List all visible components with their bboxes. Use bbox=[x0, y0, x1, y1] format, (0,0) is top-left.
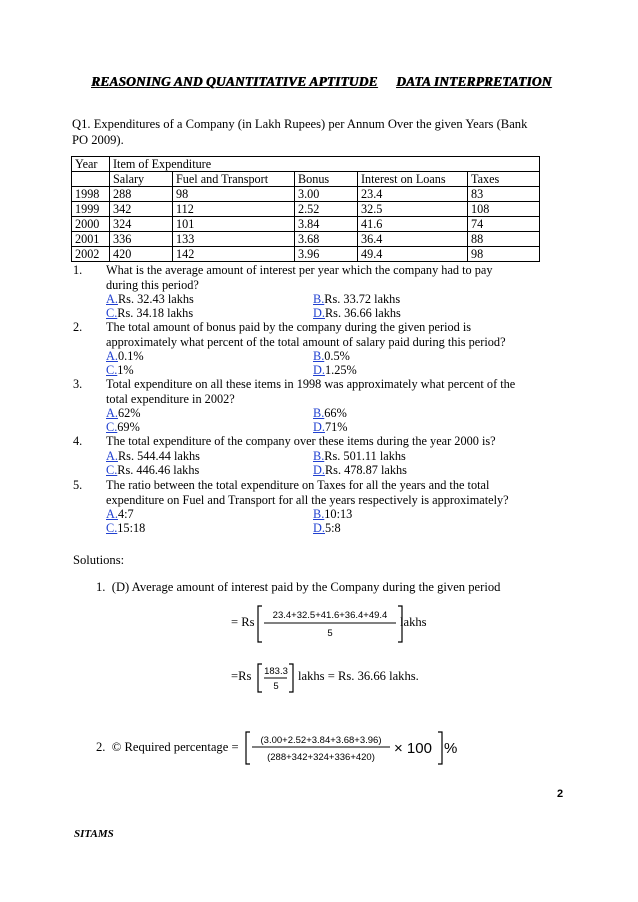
table-cell: 3.00 bbox=[295, 187, 358, 202]
option-c[interactable] bbox=[106, 306, 193, 321]
option-letter[interactable]: B. bbox=[313, 449, 325, 463]
table-cell: 142 bbox=[173, 247, 295, 262]
eq2-fraction bbox=[256, 662, 296, 694]
option-value: 15:18 bbox=[117, 521, 146, 535]
option-a[interactable] bbox=[106, 449, 200, 464]
question-number: 5. bbox=[73, 478, 83, 492]
option-value: Rs. 33.72 lakhs bbox=[324, 292, 401, 306]
option-letter[interactable]: B. bbox=[313, 292, 325, 306]
table-head-row-1 bbox=[72, 157, 540, 172]
solution-1-line bbox=[96, 580, 500, 595]
table-cell: 3.96 bbox=[295, 247, 358, 262]
option-a[interactable] bbox=[106, 349, 144, 364]
header-left: REASONING AND QUANTITATIVE APTITUDE bbox=[91, 74, 378, 89]
option-c[interactable] bbox=[106, 363, 134, 378]
right-bracket bbox=[438, 732, 442, 764]
option-value: Rs. 34.18 lakhs bbox=[117, 306, 194, 320]
option-letter[interactable]: A. bbox=[106, 507, 118, 521]
solution-number: 1. bbox=[96, 580, 106, 594]
option-value: Rs. 446.46 lakhs bbox=[117, 463, 200, 477]
footer-label: SITAMS bbox=[74, 828, 114, 840]
left-bracket bbox=[258, 664, 262, 692]
option-d[interactable] bbox=[313, 306, 401, 321]
option-value: 69% bbox=[117, 420, 140, 434]
option-value: 1.25% bbox=[324, 363, 357, 377]
option-letter[interactable]: D. bbox=[313, 521, 325, 535]
table-header-bonus: Bonus bbox=[295, 172, 358, 187]
option-letter[interactable]: D. bbox=[313, 363, 325, 377]
right-bracket bbox=[289, 664, 293, 692]
table-cell: 336 bbox=[110, 232, 173, 247]
option-b[interactable] bbox=[313, 507, 352, 522]
option-value: 4:7 bbox=[117, 507, 134, 521]
option-b[interactable] bbox=[313, 292, 400, 307]
table-cell: 288 bbox=[110, 187, 173, 202]
table-header-fuel: Fuel and Transport bbox=[173, 172, 295, 187]
table-cell: 1998 bbox=[72, 187, 110, 202]
option-a[interactable] bbox=[106, 406, 141, 421]
table-head-row-2 bbox=[72, 172, 540, 187]
left-bracket bbox=[258, 606, 262, 642]
option-value: 5:8 bbox=[324, 521, 341, 535]
table-cell: 3.84 bbox=[295, 217, 358, 232]
question-text: The total amount of bonus paid by the company during the given period is approximately what percent of the total amount of salary paid during this period? bbox=[106, 320, 506, 349]
table-cell: 108 bbox=[468, 202, 540, 217]
option-b[interactable] bbox=[313, 349, 350, 364]
option-a[interactable] bbox=[106, 507, 134, 522]
eq2-denominator: 5 bbox=[273, 681, 279, 692]
eq3-denominator: (288+342+324+336+420) bbox=[267, 752, 375, 763]
eq3-numerator: (3.00+2.52+3.84+3.68+3.96) bbox=[260, 735, 382, 746]
table-cell: 74 bbox=[468, 217, 540, 232]
table-cell: 324 bbox=[110, 217, 173, 232]
table-cell: 23.4 bbox=[358, 187, 468, 202]
table-cell: 49.4 bbox=[358, 247, 468, 262]
eq1-suffix: lakhs bbox=[400, 615, 427, 629]
table-cell: 2002 bbox=[72, 247, 110, 262]
table-row bbox=[72, 217, 540, 232]
left-bracket bbox=[246, 732, 250, 764]
option-a[interactable] bbox=[106, 292, 194, 307]
option-letter[interactable]: C. bbox=[106, 521, 118, 535]
option-letter[interactable]: B. bbox=[313, 507, 325, 521]
table-cell: 36.4 bbox=[358, 232, 468, 247]
option-letter[interactable]: C. bbox=[106, 420, 118, 434]
option-d[interactable] bbox=[313, 463, 407, 478]
table-cell bbox=[72, 172, 110, 187]
table-cell: 420 bbox=[110, 247, 173, 262]
solution-number: 2. bbox=[96, 740, 106, 754]
table-cell: 2000 bbox=[72, 217, 110, 232]
question-text: What is the average amount of interest per year which the company had to pay during this period? bbox=[106, 263, 493, 292]
eq2-suffix: lakhs = Rs. 36.66 lakhs. bbox=[298, 669, 419, 683]
table-header-year: Year bbox=[72, 157, 110, 172]
option-letter[interactable]: D. bbox=[313, 306, 325, 320]
header-right: DATA INTERPRETATION bbox=[396, 74, 552, 89]
option-d[interactable] bbox=[313, 363, 357, 378]
question-title: Q1. Expenditures of a Company (in Lakh Rupees) per Annum Over the given Years (Bank PO 2009). bbox=[72, 117, 528, 147]
table-cell: 98 bbox=[468, 247, 540, 262]
option-value: 10:13 bbox=[324, 507, 353, 521]
eq1-numerator: 23.4+32.5+41.6+36.4+49.4 bbox=[272, 610, 388, 621]
eq2-prefix: =Rs bbox=[231, 669, 252, 683]
question-text: Total expenditure on all these items in 1998 was approximately what percent of the total expenditure in 2002? bbox=[106, 377, 516, 406]
eq1-prefix: = Rs bbox=[231, 615, 255, 629]
table-cell: 3.68 bbox=[295, 232, 358, 247]
option-b[interactable] bbox=[313, 406, 347, 421]
option-letter[interactable]: D. bbox=[313, 463, 325, 477]
table-header-interest: Interest on Loans bbox=[358, 172, 468, 187]
option-value: 66% bbox=[324, 406, 347, 420]
option-value: 71% bbox=[324, 420, 348, 434]
option-d[interactable] bbox=[313, 420, 348, 435]
eq3-multiplier: × 100 bbox=[394, 740, 432, 757]
option-value: Rs. 501.11 lakhs bbox=[324, 449, 406, 463]
option-value: Rs. 36.66 lakhs bbox=[324, 306, 401, 320]
table-cell: 112 bbox=[173, 202, 295, 217]
question-number: 3. bbox=[73, 377, 83, 391]
option-letter[interactable]: B. bbox=[313, 406, 325, 420]
eq2-numerator: 183.3 bbox=[264, 666, 288, 677]
solution-text: (D) Average amount of interest paid by the Company during the given period bbox=[111, 580, 501, 594]
option-letter[interactable]: C. bbox=[106, 463, 118, 477]
solution-text: © Required percentage = bbox=[111, 740, 239, 754]
table-cell: 98 bbox=[173, 187, 295, 202]
question-text: The total expenditure of the company over these items during the year 2000 is? bbox=[106, 434, 496, 448]
option-b[interactable] bbox=[313, 449, 406, 464]
eq1-fraction bbox=[256, 604, 406, 644]
option-letter[interactable]: A. bbox=[106, 406, 118, 420]
option-letter[interactable]: B. bbox=[313, 349, 325, 363]
option-value: 0.5% bbox=[324, 349, 350, 363]
expenditure-table bbox=[71, 156, 540, 262]
table-cell: 2001 bbox=[72, 232, 110, 247]
eq3-percent: % bbox=[444, 740, 458, 757]
option-letter[interactable]: A. bbox=[106, 349, 118, 363]
table-cell: 133 bbox=[173, 232, 295, 247]
table-row bbox=[72, 202, 540, 217]
option-letter[interactable]: C. bbox=[106, 363, 118, 377]
option-letter[interactable]: D. bbox=[313, 420, 325, 434]
question-number: 4. bbox=[73, 434, 83, 448]
question-number: 1. bbox=[73, 263, 83, 277]
table-cell: 41.6 bbox=[358, 217, 468, 232]
question-text: The ratio between the total expenditure on Taxes for all the years and the total expenditure on Fuel and Transport for all the years respectively is approximately? bbox=[106, 478, 509, 507]
option-letter[interactable]: A. bbox=[106, 449, 118, 463]
option-value: Rs. 544.44 lakhs bbox=[117, 449, 200, 463]
table-header-taxes: Taxes bbox=[468, 172, 540, 187]
table-row bbox=[72, 232, 540, 247]
table-cell: 32.5 bbox=[358, 202, 468, 217]
table-cell: 2.52 bbox=[295, 202, 358, 217]
option-c[interactable] bbox=[106, 521, 145, 536]
option-value: Rs. 32.43 lakhs bbox=[117, 292, 194, 306]
question-number: 2. bbox=[73, 320, 83, 334]
option-value: Rs. 478.87 lakhs bbox=[324, 463, 407, 477]
table-row bbox=[72, 247, 540, 262]
option-value: 0.1% bbox=[117, 349, 144, 363]
page-number: 2 bbox=[557, 788, 564, 800]
solution-2-line bbox=[96, 740, 239, 755]
eq3-fraction bbox=[244, 730, 456, 766]
option-value: 62% bbox=[117, 406, 141, 420]
table-header-salary: Salary bbox=[110, 172, 173, 187]
option-c[interactable] bbox=[106, 463, 199, 478]
option-d[interactable] bbox=[313, 521, 341, 536]
option-letter[interactable]: C. bbox=[106, 306, 118, 320]
table-header-items: Item of Expenditure bbox=[110, 157, 540, 172]
eq1-denominator: 5 bbox=[327, 628, 333, 639]
table-cell: 1999 bbox=[72, 202, 110, 217]
table-cell: 88 bbox=[468, 232, 540, 247]
option-value: 1% bbox=[117, 363, 134, 377]
option-letter[interactable]: A. bbox=[106, 292, 118, 306]
option-c[interactable] bbox=[106, 420, 140, 435]
solutions-heading: Solutions: bbox=[73, 553, 125, 567]
table-cell: 342 bbox=[110, 202, 173, 217]
table-cell: 83 bbox=[468, 187, 540, 202]
table-cell: 101 bbox=[173, 217, 295, 232]
table-row bbox=[72, 187, 540, 202]
